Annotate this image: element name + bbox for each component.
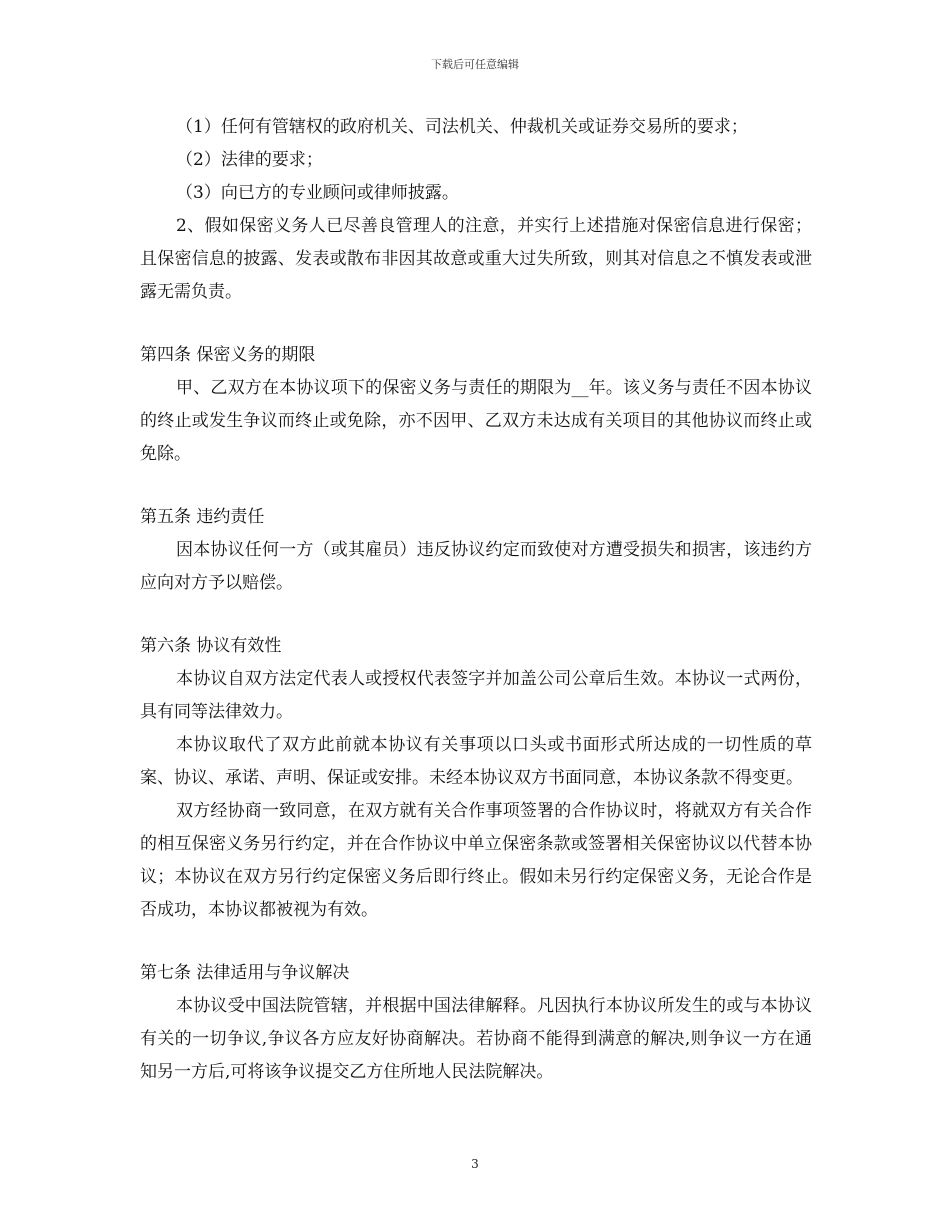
list-item-1: （1）任何有管辖权的政府机关、司法机关、仲裁机关或证券交易所的要求； [176, 117, 748, 137]
list-item-3: （3）向已方的专业顾问或律师披露。 [176, 183, 459, 203]
paragraph-2: 2、假如保密义务人已尽善良管理人的注意，并实行上述措施对保密信息进行保密；且保密信息的披露、发表或散布非因其故意或重大过失所致，则其对信息之不慎发表或泄露无需负责。 [140, 216, 812, 302]
article-4-title: 第四条 保密义务的期限 [140, 345, 316, 365]
list-item-2: （2）法律的要求； [176, 150, 323, 170]
article-6-paragraph-3: 双方经协商一致同意，在双方就有关合作事项签署的合作协议时，将就双方有关合作的相互保密义务另行约定，并在合作协议中单立保密条款或签署相关保密协议以代替本协议；本协议在双方另行约定保密义务后即行终止。假如未另行约定保密义务，无论合作是否成功，本协议都被视为有效。 [140, 801, 812, 920]
article-7-paragraph: 本协议受中国法院管辖，并根据中国法律解释。凡因执行本协议所发生的或与本协议有关的一切争议,争议各方应友好协商解决。若协商不能得到满意的解决,则争议一方在通知另一方后,可将该争议提交乙方住所地人民法院解决。 [140, 996, 812, 1082]
article-6-paragraph-1: 本协议自双方法定代表人或授权代表签字并加盖公司公章后生效。本协议一式两份，具有同等法律效力。 [140, 669, 812, 722]
article-5-title: 第五条 违约责任 [140, 507, 265, 527]
article-5-paragraph: 因本协议任何一方（或其雇员）违反协议约定而致使对方遭受损失和损害，该违约方应向对方予以赔偿。 [140, 540, 812, 593]
document-body [140, 111, 812, 1089]
article-6-title: 第六条 协议有效性 [140, 636, 282, 656]
page-header: 下载后可任意编辑 [431, 58, 519, 71]
page-number: 3 [471, 1157, 479, 1171]
article-6-paragraph-2: 本协议取代了双方此前就本协议有关事项以口头或书面形式所达成的一切性质的草案、协议、承诺、声明、保证或安排。未经本协议双方书面同意，本协议条款不得变更。 [140, 735, 812, 788]
article-7-title: 第七条 法律适用与争议解决 [140, 963, 350, 983]
article-4-paragraph: 甲、乙双方在本协议项下的保密义务与责任的期限为__年。该义务与责任不因本协议的终止或发生争议而终止或免除，亦不因甲、乙双方未达成有关项目的其他协议而终止或免除。 [140, 378, 812, 464]
